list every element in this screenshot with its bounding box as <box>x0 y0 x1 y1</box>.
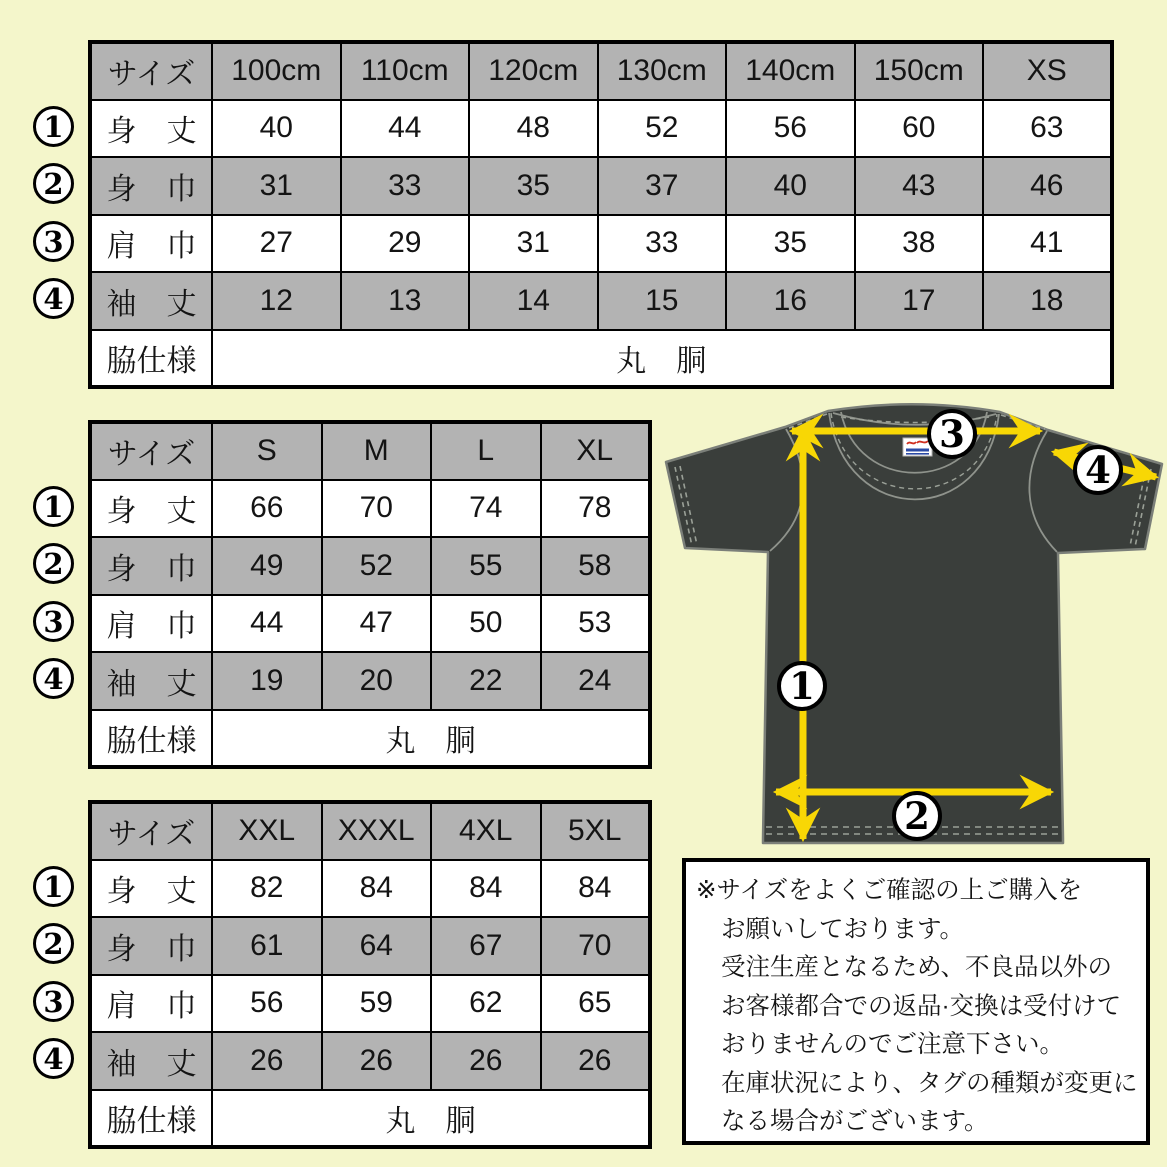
size-value-cell: 66 <box>212 480 322 538</box>
size-column-header: XXL <box>212 802 322 860</box>
notice-line: お客様都合での返品·交換は受付けて <box>721 992 1122 1020</box>
size-value-cell: 35 <box>469 157 598 215</box>
size-header-cell: サイズ <box>90 802 212 860</box>
measure-row-label: 肩 巾 <box>90 975 212 1033</box>
size-value-cell: 60 <box>855 100 984 158</box>
size-value-cell: 43 <box>855 157 984 215</box>
size-column-header: 4XL <box>431 802 541 860</box>
size-table-grid <box>88 420 652 769</box>
size-value-cell: 65 <box>541 975 651 1033</box>
size-value-cell: 18 <box>983 272 1112 330</box>
size-value-cell: 82 <box>212 860 322 918</box>
size-value-cell: 56 <box>726 100 855 158</box>
size-value-cell: 55 <box>431 537 541 595</box>
measure-4-badge: 4 <box>33 278 74 319</box>
shoulder-width-badge-number: 3 <box>939 412 965 456</box>
notice-box <box>682 858 1150 1145</box>
measure-2-badge: 2 <box>33 163 74 204</box>
size-value-cell: 22 <box>431 652 541 710</box>
notice-line: おりませんのでご注意下さい。 <box>721 1031 1064 1058</box>
measure-1-badge: 1 <box>33 106 74 147</box>
size-value-cell: 70 <box>322 480 432 538</box>
body-length-badge-number: 1 <box>789 664 815 708</box>
size-column-header: 100cm <box>212 42 341 100</box>
measure-2-badge: 2 <box>33 923 74 964</box>
measure-row-label: 身 巾 <box>90 157 212 215</box>
size-value-cell: 84 <box>541 860 651 918</box>
size-table-kids <box>88 40 1114 389</box>
size-column-header: L <box>431 422 541 480</box>
size-column-header: 150cm <box>855 42 984 100</box>
measure-1-badge: 1 <box>33 866 74 907</box>
measure-row-label: 身 巾 <box>90 917 212 975</box>
measure-row-label: 肩 巾 <box>90 595 212 653</box>
size-value-cell: 47 <box>322 595 432 653</box>
size-value-cell: 70 <box>541 917 651 975</box>
size-value-cell: 26 <box>541 1032 651 1090</box>
size-header-cell: サイズ <box>90 42 212 100</box>
size-column-header: 110cm <box>341 42 470 100</box>
side-spec-value: 丸 胴 <box>212 330 1112 388</box>
size-value-cell: 67 <box>431 917 541 975</box>
size-value-cell: 12 <box>212 272 341 330</box>
size-table-extended <box>88 800 652 1149</box>
size-value-cell: 26 <box>431 1032 541 1090</box>
size-value-cell: 35 <box>726 215 855 273</box>
measure-row-label: 袖 丈 <box>90 1032 212 1090</box>
measure-row-label: 身 丈 <box>90 100 212 158</box>
size-value-cell: 78 <box>541 480 651 538</box>
size-table-grid <box>88 40 1114 389</box>
side-spec-label: 脇仕様 <box>90 330 212 388</box>
size-value-cell: 15 <box>598 272 727 330</box>
body-width-badge-number: 2 <box>904 794 930 838</box>
size-value-cell: 37 <box>598 157 727 215</box>
size-value-cell: 84 <box>431 860 541 918</box>
size-value-cell: 40 <box>212 100 341 158</box>
size-value-cell: 19 <box>212 652 322 710</box>
size-value-cell: 14 <box>469 272 598 330</box>
size-column-header: 120cm <box>469 42 598 100</box>
size-column-header: M <box>322 422 432 480</box>
size-value-cell: 59 <box>322 975 432 1033</box>
measure-4-badge: 4 <box>33 658 74 699</box>
notice-line: なる場合がございます。 <box>721 1108 989 1135</box>
size-column-header: 5XL <box>541 802 651 860</box>
side-spec-value: 丸 胴 <box>212 710 650 768</box>
size-value-cell: 48 <box>469 100 598 158</box>
size-value-cell: 53 <box>541 595 651 653</box>
size-value-cell: 58 <box>541 537 651 595</box>
size-value-cell: 17 <box>855 272 984 330</box>
size-value-cell: 46 <box>983 157 1112 215</box>
neck-tag <box>903 438 932 456</box>
size-column-header: 140cm <box>726 42 855 100</box>
size-value-cell: 33 <box>598 215 727 273</box>
size-value-cell: 44 <box>212 595 322 653</box>
size-value-cell: 63 <box>983 100 1112 158</box>
size-table-grid <box>88 800 652 1149</box>
size-header-cell: サイズ <box>90 422 212 480</box>
size-column-header: S <box>212 422 322 480</box>
measure-3-badge: 3 <box>33 221 74 262</box>
measure-row-label: 袖 丈 <box>90 272 212 330</box>
size-value-cell: 52 <box>322 537 432 595</box>
size-value-cell: 16 <box>726 272 855 330</box>
size-value-cell: 26 <box>212 1032 322 1090</box>
measure-2-badge: 2 <box>33 543 74 584</box>
sleeve-length-badge-number: 4 <box>1085 448 1111 492</box>
size-column-header: XL <box>541 422 651 480</box>
size-value-cell: 49 <box>212 537 322 595</box>
size-value-cell: 31 <box>212 157 341 215</box>
size-value-cell: 20 <box>322 652 432 710</box>
size-value-cell: 24 <box>541 652 651 710</box>
size-value-cell: 40 <box>726 157 855 215</box>
notice-line: ※サイズをよくご確認の上ご購入を <box>696 877 1083 904</box>
measure-row-label: 身 巾 <box>90 537 212 595</box>
size-value-cell: 64 <box>322 917 432 975</box>
size-column-header: 130cm <box>598 42 727 100</box>
notice-line: 受注生産となるため、不良品以外の <box>721 954 1113 981</box>
size-value-cell: 13 <box>341 272 470 330</box>
size-value-cell: 62 <box>431 975 541 1033</box>
size-value-cell: 27 <box>212 215 341 273</box>
measure-3-badge: 3 <box>33 601 74 642</box>
measure-row-label: 身 丈 <box>90 860 212 918</box>
size-value-cell: 33 <box>341 157 470 215</box>
size-value-cell: 52 <box>598 100 727 158</box>
size-value-cell: 29 <box>341 215 470 273</box>
size-value-cell: 31 <box>469 215 598 273</box>
size-value-cell: 26 <box>322 1032 432 1090</box>
size-value-cell: 41 <box>983 215 1112 273</box>
notice-line: 在庫状況により、タグの種類が変更に <box>721 1069 1138 1097</box>
size-value-cell: 38 <box>855 215 984 273</box>
size-value-cell: 44 <box>341 100 470 158</box>
measure-4-badge: 4 <box>33 1038 74 1079</box>
measure-row-label: 身 丈 <box>90 480 212 538</box>
measure-row-label: 袖 丈 <box>90 652 212 710</box>
side-spec-label: 脇仕様 <box>90 1090 212 1148</box>
measure-3-badge: 3 <box>33 981 74 1022</box>
size-value-cell: 56 <box>212 975 322 1033</box>
side-spec-label: 脇仕様 <box>90 710 212 768</box>
size-table-adult <box>88 420 652 769</box>
side-spec-value: 丸 胴 <box>212 1090 650 1148</box>
size-value-cell: 50 <box>431 595 541 653</box>
size-value-cell: 61 <box>212 917 322 975</box>
size-column-header: XXXL <box>322 802 432 860</box>
size-value-cell: 84 <box>322 860 432 918</box>
size-value-cell: 74 <box>431 480 541 538</box>
measure-row-label: 肩 巾 <box>90 215 212 273</box>
notice-line: お願いしております。 <box>721 915 965 943</box>
size-column-header: XS <box>983 42 1112 100</box>
tshirt-illustration <box>660 396 1167 852</box>
measure-1-badge: 1 <box>33 486 74 527</box>
